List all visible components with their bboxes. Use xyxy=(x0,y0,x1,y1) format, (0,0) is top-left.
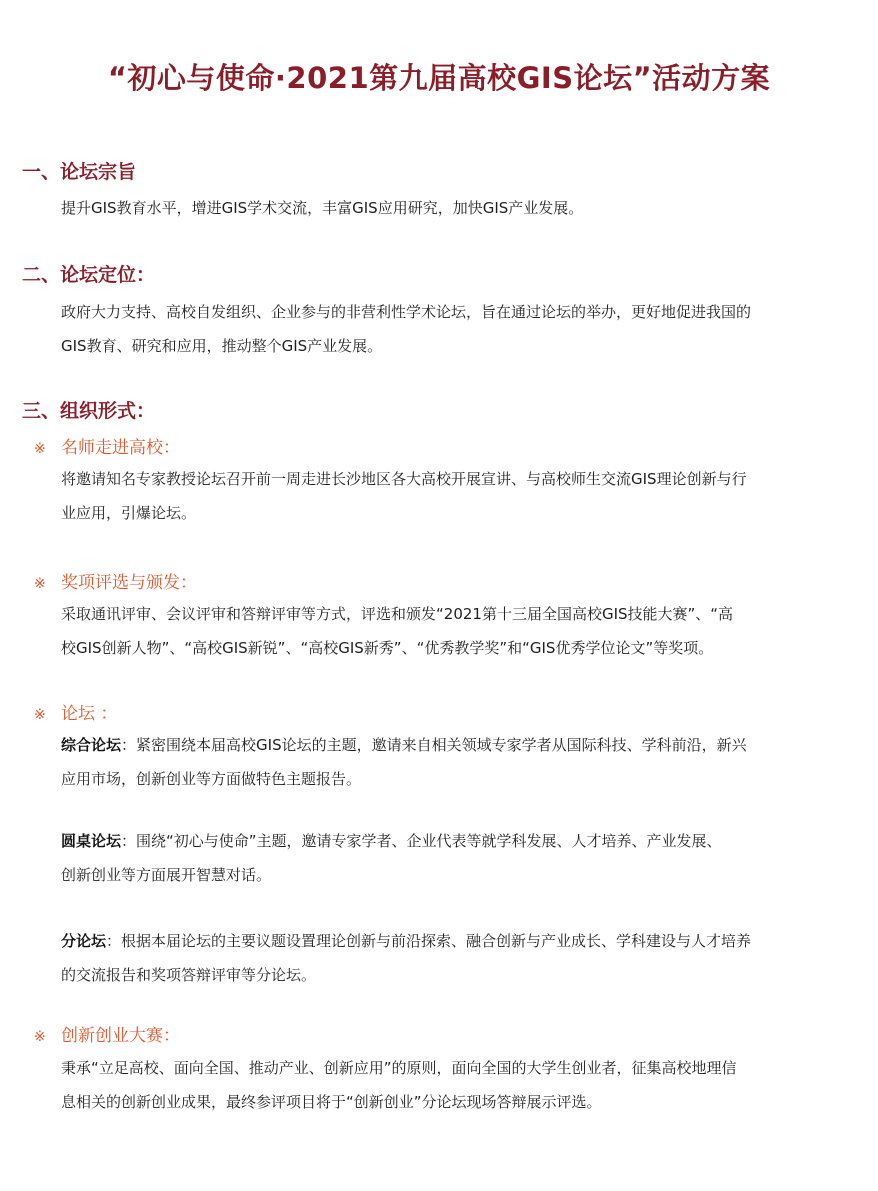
section-heading-organization: 三、组织形式： xyxy=(22,400,156,422)
forum-text: ：紧密围绕本届高校GIS论坛的主题，邀请来自相关领域专家学者从国际科技、学科前沿，新兴 xyxy=(121,736,747,754)
section-heading-positioning: 二、论坛定位： xyxy=(22,264,156,286)
paragraph-line: 提升GIS教育水平，增进GIS学术交流，丰富GIS应用研究，加快GIS产业发展。 xyxy=(61,199,584,217)
paragraph-line: 将邀请知名专家教授论坛召开前一周走进长沙地区各大高校开展宣讲、与高校师生交流GIS理论创新与行 xyxy=(61,470,747,488)
forum-lead-label: 分论坛 xyxy=(61,932,107,950)
subheading-label: 创新创业大赛： xyxy=(61,1026,180,1046)
famous-teachers-body xyxy=(61,462,861,530)
paragraph-line: 应用市场，创新创业等方面做特色主题报告。 xyxy=(61,770,362,788)
reference-mark-icon: ※ xyxy=(34,707,46,723)
innovation-contest-body xyxy=(61,1051,861,1119)
paragraph-line xyxy=(61,728,861,762)
paragraph-line: 政府大力支持、高校自发组织、企业参与的非营利性学术论坛，旨在通过论坛的举办，更好地促进我国的 xyxy=(61,303,752,321)
document-title: “初心与使命·2021第九届高校GIS论坛”活动方案 xyxy=(107,61,771,95)
paragraph-line: 息相关的创新创业成果，最终参评项目将于“创新创业”分论坛现场答辩展示评选。 xyxy=(61,1093,602,1111)
forum-comprehensive xyxy=(61,728,861,796)
paragraph-line: GIS教育、研究和应用，推动整个GIS产业发展。 xyxy=(61,337,383,355)
section-purpose-body xyxy=(61,191,861,225)
awards-body xyxy=(61,597,861,665)
subheading-forums xyxy=(34,702,117,727)
forum-lead-label: 圆桌论坛 xyxy=(61,832,122,850)
paragraph-line: 校GIS创新人物”、“高校GIS新锐”、“高校GIS新秀”、“优秀教学奖”和“GIS优秀学位论文”等奖项。 xyxy=(61,639,714,657)
paragraph-line: 创新创业等方面展开智慧对话。 xyxy=(61,866,272,884)
subheading-awards xyxy=(34,571,197,596)
paragraph-line: 业应用，引爆论坛。 xyxy=(61,504,197,522)
reference-mark-icon: ※ xyxy=(34,576,46,592)
forum-lead-label: 综合论坛 xyxy=(61,736,122,754)
forum-roundtable xyxy=(61,824,861,892)
paragraph-line xyxy=(61,924,861,958)
subheading-label: 论坛 ： xyxy=(61,704,118,724)
subheading-famous-teachers xyxy=(34,436,180,461)
section-heading-purpose: 一、论坛宗旨 xyxy=(22,161,137,183)
subheading-label: 名师走进高校： xyxy=(61,438,180,458)
reference-mark-icon: ※ xyxy=(34,441,46,457)
subheading-innovation-contest xyxy=(34,1024,180,1049)
forum-text: ：围绕“初心与使命”主题，邀请专家学者、企业代表等就学科发展、人才培养、产业发展、 xyxy=(121,832,722,850)
paragraph-line: 采取通讯评审、会议评审和答辩评审等方式，评选和颁发“2021第十三届全国高校GIS技能大赛”、“高 xyxy=(61,605,734,623)
paragraph-line: 的交流报告和奖项答辩评审等分论坛。 xyxy=(61,966,317,984)
reference-mark-icon: ※ xyxy=(34,1029,46,1045)
section-positioning-body xyxy=(61,295,861,363)
forum-text: ：根据本届论坛的主要议题设置理论创新与前沿探索、融合创新与产业成长、学科建设与人才培养 xyxy=(106,932,752,950)
paragraph-line: 秉承“立足高校、面向全国、推动产业、创新应用”的原则，面向全国的大学生创业者，征集高校地理信 xyxy=(61,1059,737,1077)
subheading-label: 奖项评选与颁发： xyxy=(61,573,197,593)
paragraph-line xyxy=(61,824,861,858)
forum-sub-forums xyxy=(61,924,861,992)
